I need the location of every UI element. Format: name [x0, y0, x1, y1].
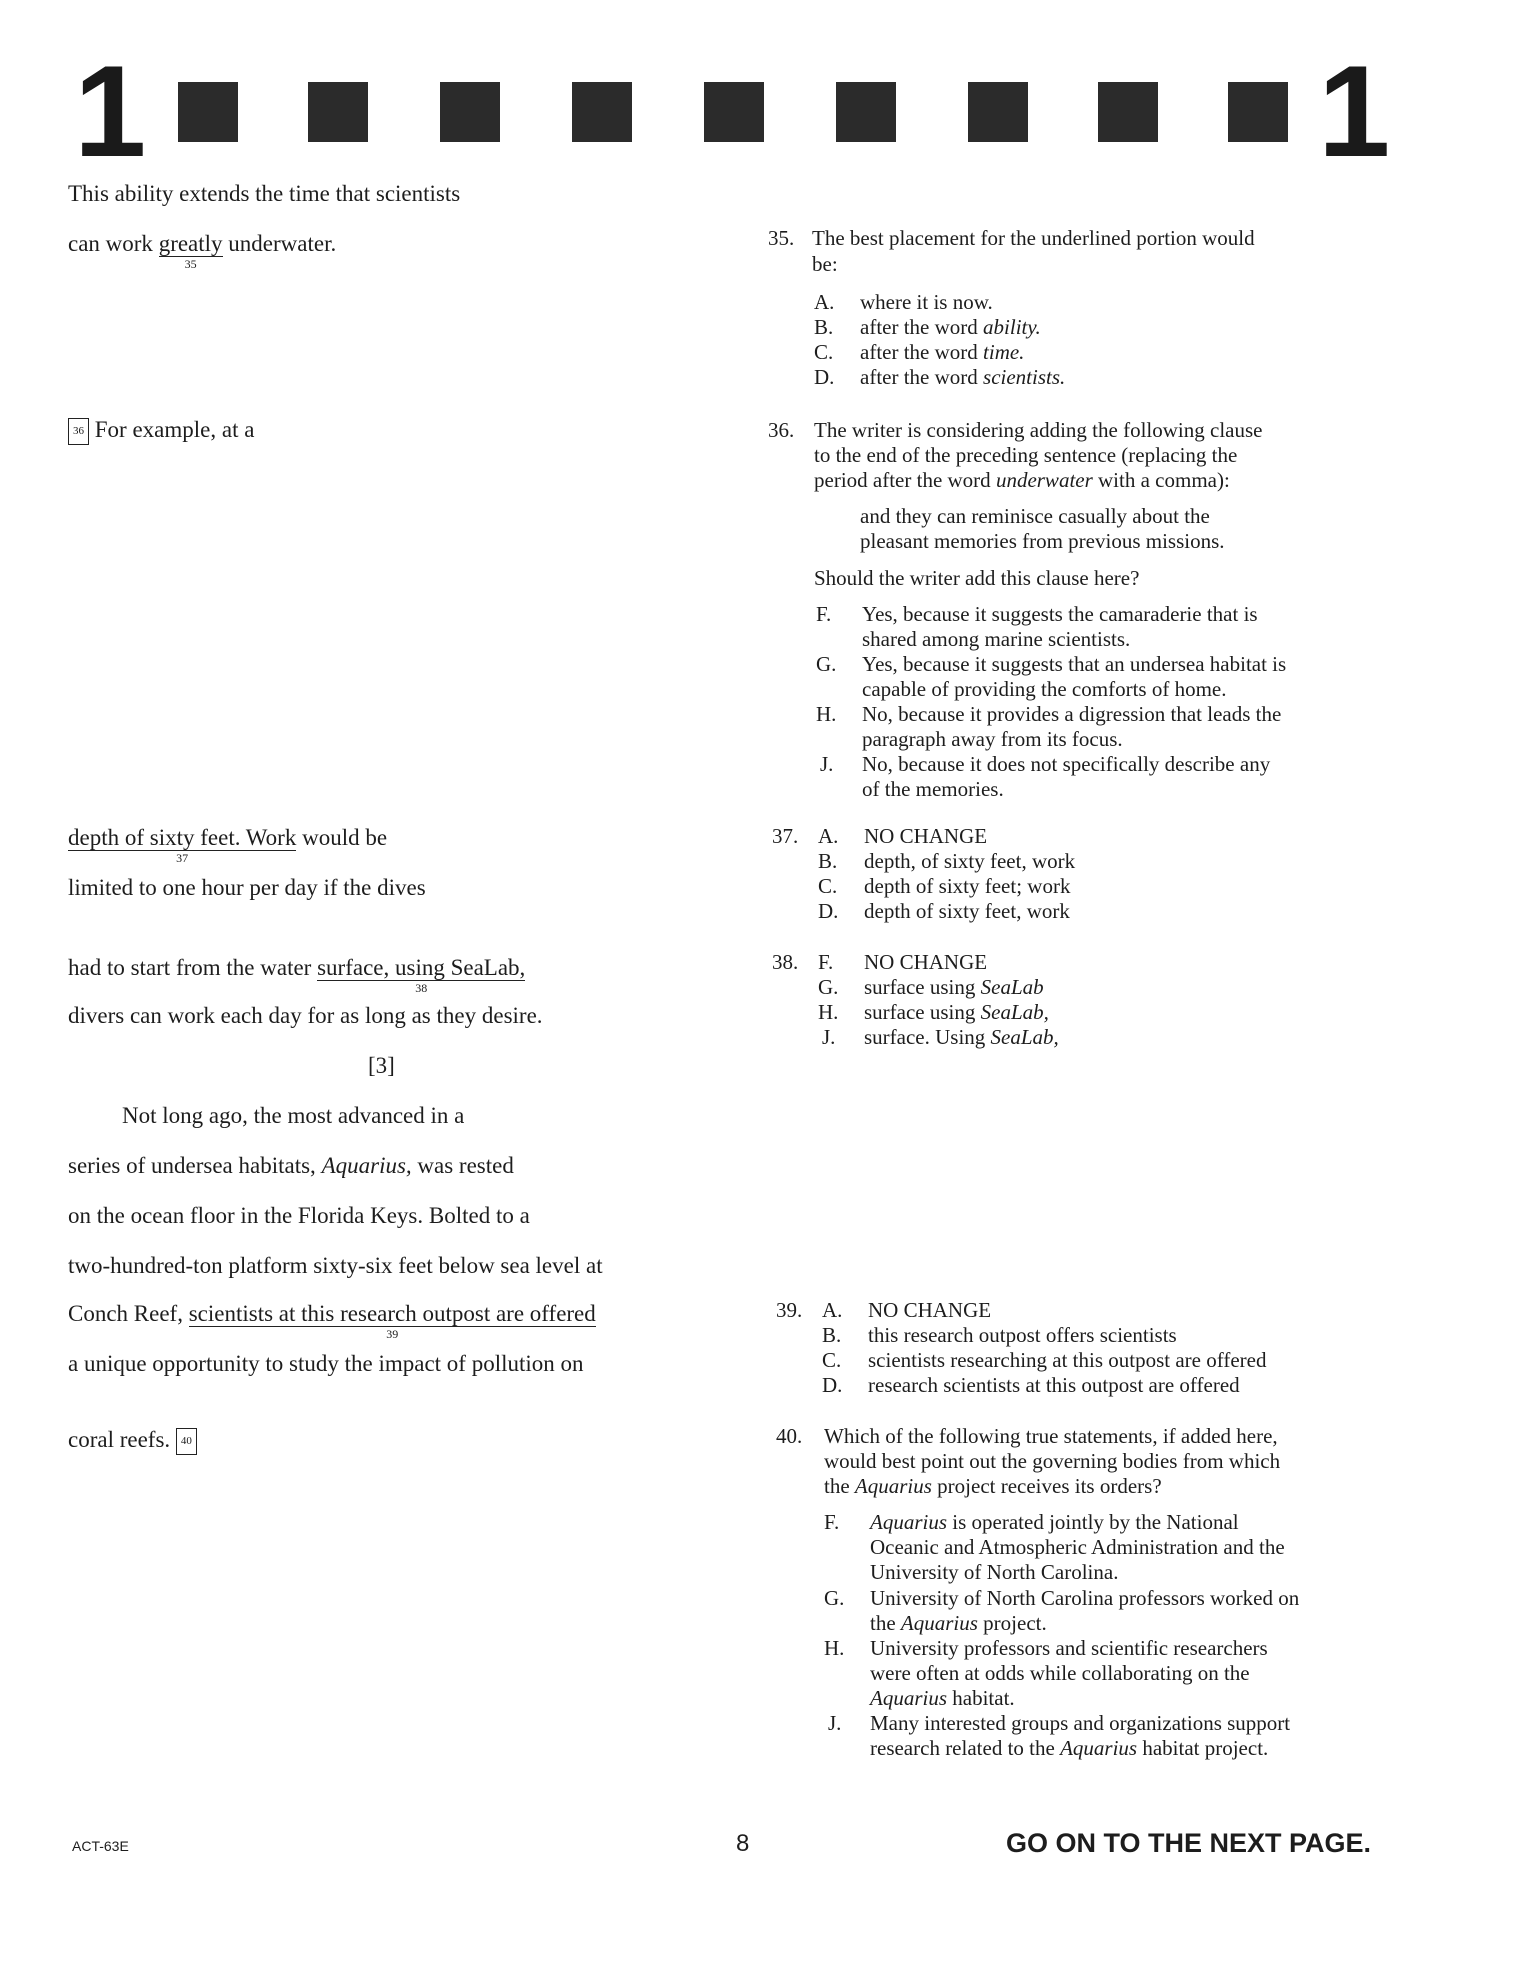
option-text[interactable]: Yes, because it suggests that an undersea habitat is	[862, 652, 1287, 676]
option-text[interactable]	[870, 1510, 1239, 1535]
option-text[interactable]	[860, 365, 1065, 390]
option-text-italic: SeaLab,	[980, 1000, 1049, 1024]
option-text[interactable]	[864, 975, 1044, 1000]
stem-text: project receives its orders?	[931, 1474, 1162, 1498]
passage-line: This ability extends the time that scientists	[68, 181, 461, 206]
option-text-plain: after the word	[860, 340, 984, 364]
option-letter[interactable]: D.	[814, 365, 835, 389]
underlined-text: scientists at this research outpost are offered	[188, 1301, 596, 1326]
option-text-italic: Aquarius	[900, 1611, 978, 1635]
header-square	[836, 82, 896, 142]
header-square	[440, 82, 500, 142]
option-letter[interactable]: A.	[814, 290, 835, 314]
option-text[interactable]: Oceanic and Atmospheric Administration and the	[870, 1535, 1285, 1559]
quoted-clause: and they can reminisce casually about the	[860, 504, 1210, 528]
option-text-italic: SeaLab	[980, 975, 1044, 999]
question-number: 35.	[768, 226, 795, 250]
option-text[interactable]	[864, 1025, 1059, 1050]
option-text[interactable]: shared among marine scientists.	[862, 627, 1131, 651]
option-text[interactable]: Many interested groups and organizations support	[870, 1711, 1291, 1735]
paragraph-marker: [3]	[368, 1053, 395, 1078]
passage-text: Conch Reef,	[68, 1301, 189, 1326]
passage-text: For example, at a	[94, 417, 255, 442]
passage-text: would be	[296, 825, 388, 850]
header-square	[308, 82, 368, 142]
option-letter[interactable]: B.	[818, 849, 838, 873]
option-text-italic: time.	[983, 340, 1025, 364]
underlined-portion-35[interactable]	[158, 231, 223, 271]
stem-italic: Aquarius	[854, 1474, 932, 1498]
passage-text: had to start from the water	[68, 955, 318, 980]
option-letter[interactable]: G.	[824, 1586, 845, 1610]
question-stem	[814, 468, 1230, 493]
section-number-left: 1	[74, 38, 147, 184]
question-prompt: Should the writer add this clause here?	[814, 566, 1140, 590]
option-text-italic: ability.	[983, 315, 1041, 339]
option-text-plain: is operated jointly by the National	[947, 1510, 1239, 1534]
underlined-portion-39[interactable]	[188, 1301, 596, 1341]
option-text-plain: surface using	[864, 1000, 981, 1024]
question-number: 38.	[772, 950, 799, 974]
option-letter[interactable]: J.	[822, 1025, 836, 1049]
option-text[interactable]: this research outpost offers scientists	[868, 1323, 1177, 1347]
passage-text: coral reefs.	[68, 1427, 171, 1452]
option-letter[interactable]: H.	[824, 1636, 845, 1660]
form-code: ACT-63E	[72, 1838, 129, 1854]
option-letter[interactable]: D.	[818, 899, 839, 923]
option-letter[interactable]: G.	[816, 652, 837, 676]
option-text[interactable]: capable of providing the comforts of home.	[862, 677, 1227, 701]
option-text[interactable]: depth, of sixty feet, work	[864, 849, 1076, 873]
passage-line	[68, 231, 337, 271]
option-text[interactable]	[864, 1000, 1049, 1025]
option-text-italic: Aquarius	[870, 1510, 948, 1534]
option-text-plain: the	[870, 1611, 901, 1635]
passage-text: underwater.	[222, 231, 337, 256]
question-stem: would best point out the governing bodies from which	[824, 1449, 1281, 1473]
option-text[interactable]	[870, 1686, 1015, 1711]
passage-italic: Aquarius,	[321, 1153, 412, 1178]
option-text[interactable]: were often at odds while collaborating on the	[870, 1661, 1250, 1685]
option-letter[interactable]: F.	[824, 1510, 840, 1534]
option-text[interactable]: NO CHANGE	[864, 824, 988, 848]
question-stem: Which of the following true statements, if added here,	[824, 1424, 1278, 1448]
boxed-question-marker-36[interactable]: 36	[68, 418, 89, 445]
option-letter[interactable]: J.	[828, 1711, 842, 1735]
option-text[interactable]: where it is now.	[860, 290, 993, 314]
option-text[interactable]: Yes, because it suggests the camaraderie that is	[862, 602, 1258, 626]
option-text-italic: Aquarius	[1060, 1736, 1138, 1760]
option-text[interactable]: depth of sixty feet; work	[864, 874, 1071, 898]
passage-line: limited to one hour per day if the dives	[68, 875, 426, 900]
option-text-italic: scientists.	[983, 365, 1066, 389]
option-text-plain: after the word	[860, 365, 984, 389]
stem-text: with a comma):	[1092, 468, 1230, 492]
page-number: 8	[736, 1830, 750, 1857]
question-marker-38: 38	[415, 981, 428, 995]
header-square	[572, 82, 632, 142]
question-stem: to the end of the preceding sentence (replacing the	[814, 443, 1238, 467]
question-stem: be:	[812, 252, 838, 276]
underlined-portion-37[interactable]	[68, 825, 297, 865]
option-letter[interactable]: F.	[818, 950, 834, 974]
option-text[interactable]: No, because it does not specifically describe any	[862, 752, 1271, 776]
passage-line	[68, 418, 254, 445]
next-page-instruction: GO ON TO THE NEXT PAGE.	[1006, 1828, 1372, 1858]
passage-line	[68, 825, 388, 865]
question-number: 39.	[776, 1298, 803, 1322]
option-letter[interactable]: J.	[820, 752, 834, 776]
option-text[interactable]: depth of sixty feet, work	[864, 899, 1070, 923]
quoted-clause: pleasant memories from previous missions.	[860, 529, 1225, 553]
option-text[interactable]	[870, 1736, 1268, 1761]
question-marker-35: 35	[184, 257, 197, 271]
option-letter[interactable]: A.	[822, 1298, 843, 1322]
question-number: 36.	[768, 418, 795, 442]
header-square	[1098, 82, 1158, 142]
header-square	[704, 82, 764, 142]
underlined-text: depth of sixty feet. Work	[68, 825, 297, 850]
option-text-plain: habitat.	[947, 1686, 1015, 1710]
option-text[interactable]: University of North Carolina professors worked on	[870, 1586, 1300, 1610]
passage-line	[68, 1301, 596, 1341]
option-text[interactable]	[860, 340, 1024, 365]
option-text-italic: Aquarius	[870, 1686, 948, 1710]
passage-line	[68, 955, 526, 995]
option-text-plain: surface. Using	[864, 1025, 991, 1049]
header-square	[1228, 82, 1288, 142]
question-number: 40.	[776, 1424, 803, 1448]
question-number: 37.	[772, 824, 799, 848]
stem-text: the	[824, 1474, 855, 1498]
passage-line: on the ocean floor in the Florida Keys. Bolted to a	[68, 1203, 530, 1228]
option-letter[interactable]: F.	[816, 602, 832, 626]
stem-italic: underwater	[995, 468, 1093, 492]
boxed-question-marker-40[interactable]: 40	[176, 1428, 197, 1455]
option-text-italic: SeaLab,	[990, 1025, 1059, 1049]
option-text[interactable]: paragraph away from its focus.	[862, 727, 1123, 751]
option-letter[interactable]: D.	[822, 1373, 843, 1397]
underlined-text: greatly	[158, 231, 223, 256]
passage-line: Not long ago, the most advanced in a	[122, 1103, 465, 1128]
header-square	[178, 82, 238, 142]
passage-line	[68, 1428, 197, 1455]
option-text-plain: research related to the	[870, 1736, 1061, 1760]
option-text[interactable]: scientists researching at this outpost are offered	[868, 1348, 1267, 1372]
option-text-plain: project.	[977, 1611, 1047, 1635]
question-marker-39: 39	[386, 1327, 399, 1341]
option-letter[interactable]: B.	[814, 315, 834, 339]
stem-text: period after the word	[814, 468, 996, 492]
option-text[interactable]: NO CHANGE	[868, 1298, 992, 1322]
option-letter[interactable]: H.	[816, 702, 837, 726]
option-letter[interactable]: C.	[814, 340, 834, 364]
option-letter[interactable]: B.	[822, 1323, 842, 1347]
option-text[interactable]	[870, 1611, 1047, 1636]
passage-text: series of undersea habitats,	[68, 1153, 322, 1178]
passage-line: a unique opportunity to study the impact of pollution on	[68, 1351, 584, 1376]
option-text-plain: after the word	[860, 315, 984, 339]
option-text-plain: habitat project.	[1137, 1736, 1269, 1760]
passage-line	[68, 1154, 514, 1177]
underlined-text: surface, using SeaLab,	[317, 955, 526, 980]
question-stem: The writer is considering adding the following clause	[814, 418, 1263, 442]
section-number-right: 1	[1318, 38, 1391, 184]
underlined-portion-38[interactable]	[317, 955, 526, 995]
option-letter[interactable]: C.	[818, 874, 838, 898]
option-text-plain: surface using	[864, 975, 981, 999]
option-letter[interactable]: A.	[818, 824, 839, 848]
question-stem	[824, 1474, 1162, 1499]
option-letter[interactable]: G.	[818, 975, 839, 999]
option-text[interactable]	[860, 315, 1041, 340]
question-stem: The best placement for the underlined portion would	[812, 226, 1255, 250]
passage-text: was rested	[411, 1153, 514, 1178]
option-text[interactable]: research scientists at this outpost are offered	[868, 1373, 1240, 1397]
header-square	[968, 82, 1028, 142]
option-letter[interactable]: H.	[818, 1000, 839, 1024]
passage-text: can work	[68, 231, 159, 256]
option-letter[interactable]: C.	[822, 1348, 842, 1372]
passage-line: two-hundred-ton platform sixty-six feet below sea level at	[68, 1253, 603, 1278]
option-text[interactable]: University of North Carolina.	[870, 1560, 1119, 1584]
option-text[interactable]: NO CHANGE	[864, 950, 988, 974]
question-marker-37: 37	[176, 851, 189, 865]
option-text[interactable]: No, because it provides a digression that leads the	[862, 702, 1282, 726]
passage-line: divers can work each day for as long as they desire.	[68, 1003, 543, 1028]
option-text[interactable]: of the memories.	[862, 777, 1004, 801]
option-text[interactable]: University professors and scientific researchers	[870, 1636, 1268, 1660]
